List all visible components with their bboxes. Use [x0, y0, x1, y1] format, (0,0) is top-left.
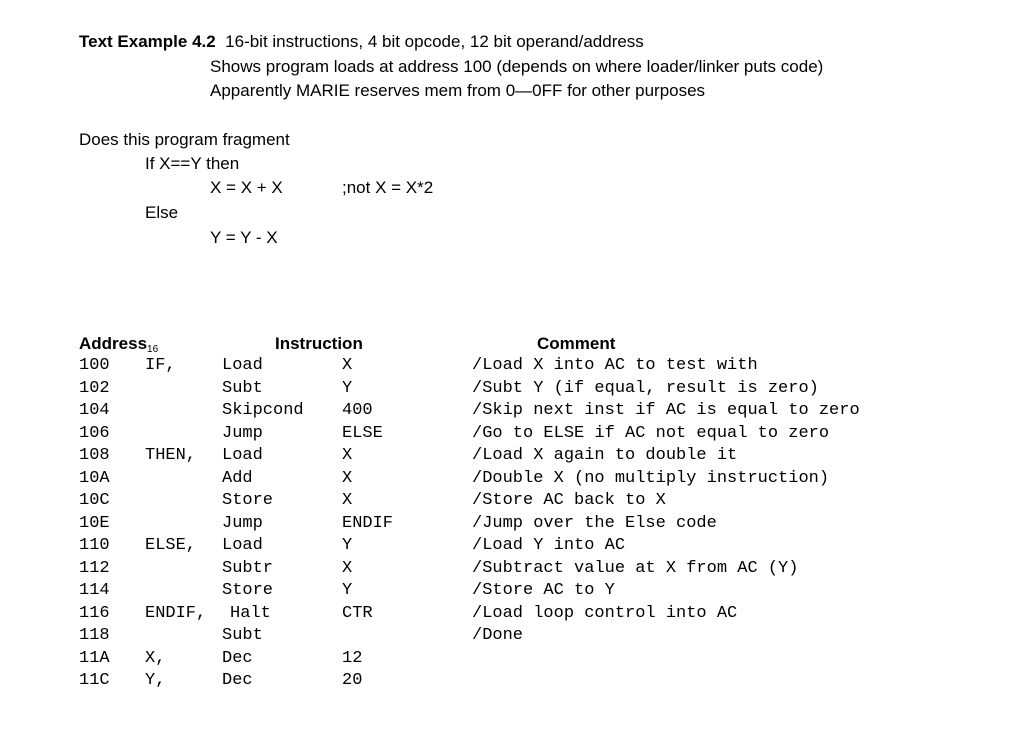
label-cell: IF,	[145, 356, 176, 375]
opcode-cell: Store	[222, 581, 274, 600]
address-cell: 118	[79, 626, 110, 645]
pseudo-then-stmt: X = X + X	[210, 178, 283, 197]
table-row	[0, 603, 1024, 625]
opcode-cell: Load	[222, 446, 263, 465]
opcode-cell: Subt	[222, 626, 263, 645]
column-header-instruction	[275, 333, 363, 355]
label-cell: X,	[145, 648, 166, 668]
comment-cell: /Go to ELSE if AC not equal to zero	[472, 423, 830, 443]
address-cell: 10A	[79, 468, 110, 488]
address-cell: 104	[79, 401, 110, 420]
operand-cell: ELSE	[342, 423, 383, 443]
operand-cell: Y	[342, 581, 353, 600]
opcode-cell: Halt	[230, 603, 271, 623]
operand-cell: X	[342, 356, 353, 375]
opcode-cell: Load	[222, 356, 263, 375]
operand-cell: 12	[342, 648, 363, 668]
example-title	[79, 31, 644, 53]
comment-cell: /Store AC back to X	[472, 491, 666, 510]
operand-cell: X	[342, 446, 353, 465]
opcode-cell: Dec	[222, 671, 253, 690]
operand-cell: CTR	[342, 603, 373, 623]
operand-cell: Y	[342, 536, 353, 555]
address-cell: 108	[79, 446, 110, 465]
header-line-2: Shows program loads at address 100 (depends on where loader/linker puts code)	[210, 57, 824, 76]
address-cell: 11C	[79, 671, 110, 690]
table-row	[0, 423, 1024, 445]
pseudo-else-stmt: Y = Y - X	[210, 228, 278, 247]
example-title-desc: 16-bit instructions, 4 bit opcode, 12 bit operand/address	[225, 32, 644, 51]
comment-cell: /Load X again to double it	[472, 446, 738, 465]
comment-cell: /Subtract value at X from AC (Y)	[472, 558, 799, 578]
table-row	[0, 400, 1024, 422]
comment-cell: /Load loop control into AC	[472, 603, 738, 623]
pseudo-if: If X==Y then	[145, 154, 240, 173]
instruction-header-text: Instruction	[275, 334, 363, 353]
label-cell: Y,	[145, 671, 166, 690]
operand-cell: Y	[342, 378, 353, 398]
opcode-cell: Skipcond	[222, 401, 304, 420]
operand-cell: ENDIF	[342, 513, 394, 533]
pseudo-then-comment: ;not X = X*2	[342, 178, 434, 197]
comment-cell: /Double X (no multiply instruction)	[472, 468, 830, 488]
address-cell: 110	[79, 536, 110, 555]
address-cell: 114	[79, 581, 110, 600]
address-cell: 11A	[79, 648, 110, 668]
opcode-cell: Store	[222, 491, 274, 510]
table-row	[0, 535, 1024, 557]
table-row	[0, 355, 1024, 377]
table-row	[0, 468, 1024, 490]
address-header-subscript: 16	[147, 344, 159, 355]
table-row	[0, 378, 1024, 400]
comment-cell: /Load Y into AC	[472, 536, 626, 555]
table-row	[0, 513, 1024, 535]
operand-cell: X	[342, 558, 353, 578]
operand-cell: X	[342, 468, 353, 488]
opcode-cell: Add	[222, 468, 253, 488]
table-row	[0, 648, 1024, 670]
pseudo-else: Else	[145, 203, 179, 222]
address-cell: 10E	[79, 513, 110, 533]
pseudo-intro: Does this program fragment	[79, 130, 290, 149]
comment-cell: /Done	[472, 626, 524, 645]
address-cell: 100	[79, 356, 110, 375]
comment-header-text: Comment	[537, 334, 616, 353]
example-title-bold: Text Example 4.2	[79, 32, 216, 51]
comment-cell: /Skip next inst if AC is equal to zero	[472, 401, 860, 420]
operand-cell: X	[342, 491, 353, 510]
address-cell: 112	[79, 558, 110, 578]
opcode-cell: Load	[222, 536, 263, 555]
table-row	[0, 558, 1024, 580]
comment-cell: /Load X into AC to test with	[472, 356, 758, 375]
opcode-cell: Jump	[222, 423, 263, 443]
opcode-cell: Subtr	[222, 558, 274, 578]
opcode-cell: Subt	[222, 378, 263, 398]
address-header-text: Address	[79, 334, 148, 353]
address-cell: 10C	[79, 491, 110, 510]
column-header-comment	[537, 333, 615, 355]
address-cell: 102	[79, 378, 110, 398]
address-cell: 106	[79, 423, 110, 443]
operand-cell: 20	[342, 671, 363, 690]
address-cell: 116	[79, 603, 110, 623]
label-cell: THEN,	[145, 446, 197, 465]
operand-cell: 400	[342, 401, 373, 420]
table-row	[0, 625, 1024, 647]
table-row	[0, 670, 1024, 692]
table-row	[0, 580, 1024, 602]
opcode-cell: Dec	[222, 648, 253, 668]
table-row	[0, 490, 1024, 512]
table-row	[0, 445, 1024, 467]
comment-cell: /Store AC to Y	[472, 581, 615, 600]
comment-cell: /Subt Y (if equal, result is zero)	[472, 378, 819, 398]
label-cell: ELSE,	[145, 536, 197, 555]
header-line-3: Apparently MARIE reserves mem from 0—0FF for other purposes	[210, 81, 706, 100]
label-cell: ENDIF,	[145, 603, 207, 623]
opcode-cell: Jump	[222, 513, 263, 533]
comment-cell: /Jump over the Else code	[472, 513, 717, 533]
